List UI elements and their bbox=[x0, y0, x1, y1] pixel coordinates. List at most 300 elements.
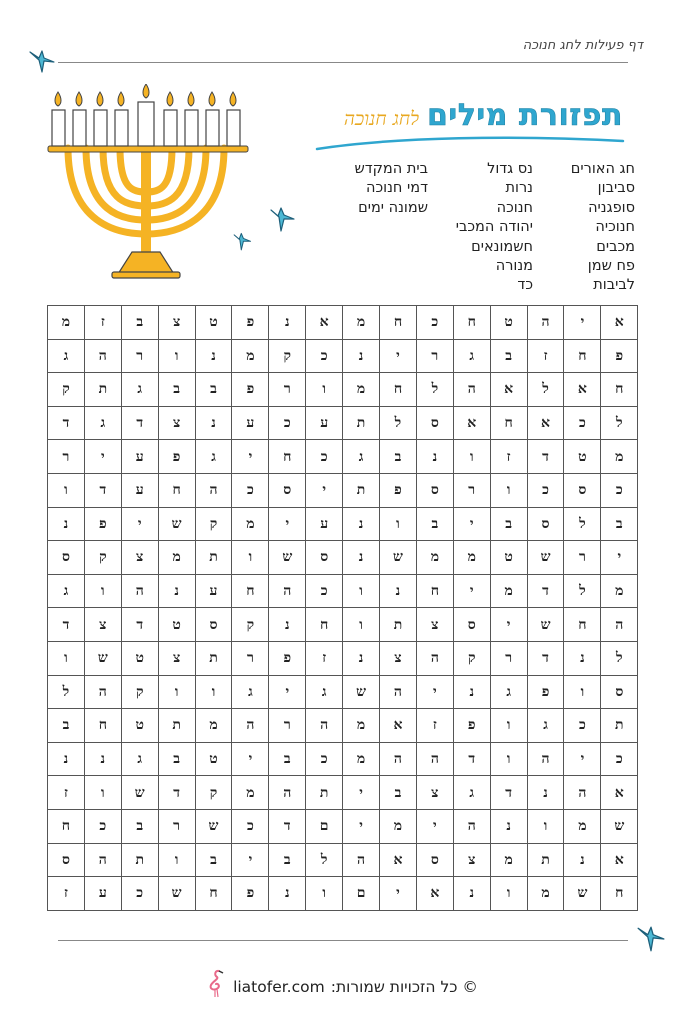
footer-site[interactable]: liatofer.com bbox=[233, 978, 325, 996]
grid-cell[interactable]: ת bbox=[380, 608, 417, 642]
grid-cell[interactable]: ר bbox=[48, 440, 85, 474]
grid-cell[interactable]: נ bbox=[527, 776, 564, 810]
grid-cell[interactable]: צ bbox=[416, 608, 453, 642]
grid-cell[interactable]: י bbox=[601, 541, 638, 575]
grid-cell[interactable]: ט bbox=[564, 440, 601, 474]
grid-cell[interactable]: מ bbox=[490, 843, 527, 877]
grid-cell[interactable]: מ bbox=[564, 809, 601, 843]
grid-cell[interactable]: א bbox=[601, 843, 638, 877]
grid-cell[interactable]: ד bbox=[490, 776, 527, 810]
grid-cell[interactable]: ם bbox=[306, 809, 343, 843]
grid-cell[interactable]: צ bbox=[158, 306, 195, 340]
grid-cell[interactable]: ה bbox=[84, 843, 121, 877]
grid-cell[interactable]: מ bbox=[195, 709, 232, 743]
grid-cell[interactable]: ז bbox=[48, 776, 85, 810]
grid-cell[interactable]: ה bbox=[601, 608, 638, 642]
grid-cell[interactable]: ה bbox=[306, 709, 343, 743]
grid-cell[interactable]: ש bbox=[158, 877, 195, 911]
grid-cell[interactable]: ו bbox=[380, 507, 417, 541]
word-item: נרות bbox=[505, 180, 533, 197]
grid-cell[interactable]: כ bbox=[269, 406, 306, 440]
grid-cell[interactable]: מ bbox=[527, 877, 564, 911]
grid-cell[interactable]: ג bbox=[84, 406, 121, 440]
grid-cell[interactable]: ק bbox=[121, 675, 158, 709]
grid-cell[interactable]: פ bbox=[84, 507, 121, 541]
grid-cell[interactable]: נ bbox=[564, 641, 601, 675]
grid-cell[interactable]: י bbox=[453, 507, 490, 541]
grid-cell[interactable]: ח bbox=[601, 877, 638, 911]
grid-cell[interactable]: ו bbox=[232, 541, 269, 575]
grid-cell[interactable]: ז bbox=[48, 877, 85, 911]
grid-cell[interactable]: פ bbox=[158, 440, 195, 474]
grid-cell[interactable]: צ bbox=[380, 641, 417, 675]
grid-cell[interactable]: ס bbox=[453, 608, 490, 642]
grid-cell[interactable]: י bbox=[343, 776, 380, 810]
grid-cell[interactable]: ק bbox=[48, 373, 85, 407]
grid-cell[interactable]: ת bbox=[343, 406, 380, 440]
grid-cell[interactable]: ג bbox=[306, 675, 343, 709]
grid-cell[interactable]: ס bbox=[195, 608, 232, 642]
grid-cell[interactable]: נ bbox=[48, 742, 85, 776]
grid-cell[interactable]: צ bbox=[121, 541, 158, 575]
grid-cell[interactable]: ר bbox=[121, 339, 158, 373]
grid-cell[interactable]: כ bbox=[306, 574, 343, 608]
grid-cell[interactable]: י bbox=[269, 675, 306, 709]
title-underline-swoosh bbox=[315, 133, 625, 153]
grid-cell[interactable]: א bbox=[306, 306, 343, 340]
grid-cell[interactable]: ח bbox=[601, 373, 638, 407]
grid-cell[interactable]: ד bbox=[527, 440, 564, 474]
grid-cell[interactable]: ר bbox=[158, 809, 195, 843]
grid-cell[interactable]: ג bbox=[121, 742, 158, 776]
grid-cell[interactable]: ב bbox=[269, 742, 306, 776]
grid-cell[interactable]: ד bbox=[453, 742, 490, 776]
grid-cell[interactable]: ג bbox=[232, 675, 269, 709]
grid-cell[interactable]: ח bbox=[453, 306, 490, 340]
grid-cell[interactable]: פ bbox=[232, 373, 269, 407]
word-item: מנורה bbox=[495, 258, 533, 275]
grid-cell[interactable]: נ bbox=[343, 641, 380, 675]
grid-cell[interactable]: נ bbox=[453, 675, 490, 709]
grid-cell[interactable]: ד bbox=[48, 406, 85, 440]
grid-cell[interactable]: ת bbox=[527, 843, 564, 877]
grid-cell[interactable]: ג bbox=[453, 339, 490, 373]
grid-cell[interactable]: ש bbox=[121, 776, 158, 810]
grid-cell[interactable]: י bbox=[380, 339, 417, 373]
grid-row bbox=[48, 742, 638, 776]
grid-cell[interactable]: ח bbox=[232, 574, 269, 608]
grid-cell[interactable]: ק bbox=[84, 541, 121, 575]
grid-cell[interactable]: ב bbox=[48, 709, 85, 743]
grid-cell[interactable]: מ bbox=[416, 541, 453, 575]
grid-cell[interactable]: ג bbox=[453, 776, 490, 810]
grid-cell[interactable]: פ bbox=[269, 641, 306, 675]
grid-cell[interactable]: ק bbox=[195, 507, 232, 541]
grid-cell[interactable]: כ bbox=[232, 473, 269, 507]
grid-cell[interactable]: ל bbox=[380, 406, 417, 440]
grid-cell[interactable]: י bbox=[490, 608, 527, 642]
grid-cell[interactable]: ל bbox=[527, 373, 564, 407]
grid-cell[interactable]: נ bbox=[343, 339, 380, 373]
grid-cell[interactable]: ר bbox=[416, 339, 453, 373]
grid-cell[interactable]: מ bbox=[490, 574, 527, 608]
grid-cell[interactable]: ש bbox=[601, 809, 638, 843]
grid-cell[interactable]: ר bbox=[269, 709, 306, 743]
grid-cell[interactable]: מ bbox=[232, 776, 269, 810]
grid-cell[interactable]: ה bbox=[195, 473, 232, 507]
grid-cell[interactable]: ט bbox=[195, 742, 232, 776]
grid-cell[interactable]: כ bbox=[121, 877, 158, 911]
grid-cell[interactable]: ה bbox=[380, 742, 417, 776]
grid-cell[interactable]: ק bbox=[232, 608, 269, 642]
grid-cell[interactable]: ל bbox=[601, 406, 638, 440]
grid-cell[interactable]: פ bbox=[232, 877, 269, 911]
grid-cell[interactable]: ו bbox=[84, 574, 121, 608]
grid-cell[interactable]: ז bbox=[306, 641, 343, 675]
grid-cell[interactable]: ד bbox=[527, 574, 564, 608]
grid-cell[interactable]: י bbox=[121, 507, 158, 541]
grid-cell[interactable]: ש bbox=[564, 877, 601, 911]
grid-cell[interactable]: ע bbox=[306, 406, 343, 440]
grid-cell[interactable]: מ bbox=[601, 440, 638, 474]
grid-cell[interactable]: ה bbox=[527, 306, 564, 340]
grid-cell[interactable]: ה bbox=[343, 843, 380, 877]
grid-cell[interactable]: ו bbox=[343, 574, 380, 608]
grid-cell[interactable]: ב bbox=[380, 440, 417, 474]
word-item: חשמונאים bbox=[471, 238, 533, 255]
grid-cell[interactable]: ב bbox=[601, 507, 638, 541]
grid-cell[interactable]: ת bbox=[195, 641, 232, 675]
grid-cell[interactable]: ט bbox=[490, 541, 527, 575]
grid-cell[interactable]: ו bbox=[306, 373, 343, 407]
grid-cell[interactable]: ה bbox=[121, 574, 158, 608]
grid-cell[interactable]: ו bbox=[490, 742, 527, 776]
grid-cell[interactable]: ת bbox=[306, 776, 343, 810]
grid-cell[interactable]: ח bbox=[306, 608, 343, 642]
grid-cell[interactable]: א bbox=[527, 406, 564, 440]
grid-cell[interactable]: ה bbox=[269, 776, 306, 810]
grid-cell[interactable]: מ bbox=[48, 306, 85, 340]
grid-cell[interactable]: ט bbox=[158, 608, 195, 642]
grid-cell[interactable]: ס bbox=[564, 473, 601, 507]
grid-cell[interactable]: מ bbox=[343, 373, 380, 407]
grid-cell[interactable]: מ bbox=[343, 709, 380, 743]
grid-cell[interactable]: ג bbox=[490, 675, 527, 709]
grid-cell[interactable]: ה bbox=[84, 675, 121, 709]
grid-cell[interactable]: פ bbox=[527, 675, 564, 709]
grid-cell[interactable]: כ bbox=[527, 473, 564, 507]
grid-cell[interactable]: ת bbox=[601, 709, 638, 743]
grid-cell[interactable]: ו bbox=[158, 339, 195, 373]
grid-cell[interactable]: ב bbox=[121, 809, 158, 843]
grid-cell[interactable]: נ bbox=[84, 742, 121, 776]
grid-cell[interactable]: נ bbox=[564, 843, 601, 877]
grid-cell[interactable]: ש bbox=[527, 608, 564, 642]
grid-cell[interactable]: ל bbox=[564, 574, 601, 608]
grid-cell[interactable]: ל bbox=[564, 507, 601, 541]
grid-cell[interactable]: מ bbox=[343, 306, 380, 340]
grid-cell[interactable]: ו bbox=[48, 473, 85, 507]
grid-cell[interactable]: ח bbox=[490, 406, 527, 440]
grid-cell[interactable]: ג bbox=[48, 574, 85, 608]
grid-cell[interactable]: מ bbox=[232, 339, 269, 373]
grid-cell[interactable]: ט bbox=[121, 641, 158, 675]
word-item: מכבים bbox=[596, 238, 635, 255]
grid-cell[interactable]: י bbox=[232, 843, 269, 877]
grid-cell[interactable]: ה bbox=[269, 574, 306, 608]
grid-cell[interactable]: ר bbox=[269, 373, 306, 407]
grid-cell[interactable]: ס bbox=[48, 843, 85, 877]
grid-cell[interactable]: ו bbox=[195, 675, 232, 709]
grid-cell[interactable]: פ bbox=[453, 709, 490, 743]
grid-cell[interactable]: ו bbox=[84, 776, 121, 810]
grid-cell[interactable]: כ bbox=[564, 709, 601, 743]
grid-cell[interactable]: נ bbox=[380, 574, 417, 608]
grid-cell[interactable]: ה bbox=[84, 339, 121, 373]
grid-cell[interactable]: ד bbox=[84, 473, 121, 507]
grid-cell[interactable]: נ bbox=[195, 406, 232, 440]
grid-cell[interactable]: ק bbox=[195, 776, 232, 810]
grid-cell[interactable]: י bbox=[564, 742, 601, 776]
grid-cell[interactable]: א bbox=[380, 843, 417, 877]
grid-row bbox=[48, 709, 638, 743]
grid-cell[interactable]: ח bbox=[380, 373, 417, 407]
grid-cell[interactable]: ב bbox=[490, 507, 527, 541]
grid-cell[interactable]: צ bbox=[158, 641, 195, 675]
grid-cell[interactable]: ד bbox=[527, 641, 564, 675]
grid-cell[interactable]: ג bbox=[195, 440, 232, 474]
grid-cell[interactable]: ו bbox=[490, 473, 527, 507]
grid-cell[interactable]: ה bbox=[564, 776, 601, 810]
grid-cell[interactable]: ז bbox=[490, 440, 527, 474]
grid-cell[interactable]: ח bbox=[269, 440, 306, 474]
grid-cell[interactable]: א bbox=[601, 306, 638, 340]
grid-cell[interactable]: א bbox=[490, 373, 527, 407]
grid-cell[interactable]: נ bbox=[269, 608, 306, 642]
grid-cell[interactable]: נ bbox=[453, 877, 490, 911]
grid-cell[interactable]: ס bbox=[269, 473, 306, 507]
grid-cell[interactable]: ה bbox=[416, 641, 453, 675]
grid-cell[interactable]: ו bbox=[158, 675, 195, 709]
grid-cell[interactable]: ת bbox=[195, 541, 232, 575]
grid-cell[interactable]: ע bbox=[306, 507, 343, 541]
grid-cell[interactable]: ש bbox=[195, 809, 232, 843]
grid-cell[interactable]: י bbox=[232, 440, 269, 474]
grid-cell[interactable]: כ bbox=[232, 809, 269, 843]
grid-cell[interactable]: ג bbox=[121, 373, 158, 407]
grid-cell[interactable]: ב bbox=[158, 373, 195, 407]
grid-cell[interactable]: כ bbox=[601, 473, 638, 507]
grid-cell[interactable]: כ bbox=[416, 306, 453, 340]
grid-cell[interactable]: כ bbox=[306, 440, 343, 474]
grid-cell[interactable]: ו bbox=[343, 608, 380, 642]
grid-cell[interactable]: ב bbox=[158, 742, 195, 776]
grid-cell[interactable]: ו bbox=[158, 843, 195, 877]
grid-cell[interactable]: ת bbox=[343, 473, 380, 507]
grid-cell[interactable]: ש bbox=[269, 541, 306, 575]
star-icon bbox=[636, 924, 666, 954]
grid-cell[interactable]: ג bbox=[48, 339, 85, 373]
grid-cell[interactable]: ז bbox=[84, 306, 121, 340]
grid-cell[interactable]: י bbox=[453, 574, 490, 608]
grid-cell[interactable]: ל bbox=[601, 641, 638, 675]
grid-cell[interactable]: ו bbox=[527, 809, 564, 843]
grid-cell[interactable]: ר bbox=[232, 641, 269, 675]
grid-cell[interactable]: ס bbox=[416, 473, 453, 507]
grid-cell[interactable]: י bbox=[416, 675, 453, 709]
grid-cell[interactable]: צ bbox=[84, 608, 121, 642]
grid-cell[interactable]: ח bbox=[48, 809, 85, 843]
grid-cell[interactable]: ב bbox=[195, 373, 232, 407]
grid-cell[interactable]: ט bbox=[490, 306, 527, 340]
grid-cell[interactable]: ה bbox=[380, 675, 417, 709]
grid-cell[interactable]: ח bbox=[564, 608, 601, 642]
grid-cell[interactable]: מ bbox=[380, 809, 417, 843]
grid-cell[interactable]: מ bbox=[453, 541, 490, 575]
grid-cell[interactable]: ו bbox=[490, 877, 527, 911]
grid-row bbox=[48, 373, 638, 407]
grid-cell[interactable]: י bbox=[380, 877, 417, 911]
grid-cell[interactable]: ט bbox=[121, 709, 158, 743]
grid-cell[interactable]: צ bbox=[416, 776, 453, 810]
grid-cell[interactable]: נ bbox=[343, 507, 380, 541]
grid-cell[interactable]: י bbox=[84, 440, 121, 474]
grid-cell[interactable]: ט bbox=[195, 306, 232, 340]
grid-cell[interactable]: ו bbox=[490, 709, 527, 743]
grid-cell[interactable]: כ bbox=[306, 339, 343, 373]
grid-cell[interactable]: ר bbox=[490, 641, 527, 675]
grid-cell[interactable]: נ bbox=[490, 809, 527, 843]
grid-cell[interactable]: נ bbox=[48, 507, 85, 541]
grid-cell[interactable]: ח bbox=[195, 877, 232, 911]
grid-cell[interactable]: ע bbox=[232, 406, 269, 440]
grid-cell[interactable]: מ bbox=[158, 541, 195, 575]
grid-cell[interactable]: א bbox=[416, 877, 453, 911]
grid-cell[interactable]: פ bbox=[601, 339, 638, 373]
grid-cell[interactable]: ע bbox=[121, 473, 158, 507]
grid-cell[interactable]: ה bbox=[416, 742, 453, 776]
grid-cell[interactable]: ש bbox=[343, 675, 380, 709]
grid-cell[interactable]: י bbox=[564, 306, 601, 340]
grid-cell[interactable]: ב bbox=[416, 507, 453, 541]
grid-cell[interactable]: ד bbox=[269, 809, 306, 843]
grid-cell[interactable]: י bbox=[232, 742, 269, 776]
grid-cell[interactable]: ש bbox=[380, 541, 417, 575]
grid-cell[interactable]: ד bbox=[158, 776, 195, 810]
grid-cell[interactable]: י bbox=[343, 809, 380, 843]
grid-cell[interactable]: ר bbox=[453, 473, 490, 507]
grid-cell[interactable]: ס bbox=[416, 843, 453, 877]
grid-cell[interactable]: י bbox=[416, 809, 453, 843]
grid-cell[interactable]: ל bbox=[416, 373, 453, 407]
grid-cell[interactable]: ל bbox=[48, 675, 85, 709]
grid-cell[interactable]: ד bbox=[121, 406, 158, 440]
grid-cell[interactable]: ח bbox=[158, 473, 195, 507]
grid-cell[interactable]: ז bbox=[416, 709, 453, 743]
grid-cell[interactable]: פ bbox=[232, 306, 269, 340]
grid-cell[interactable]: ק bbox=[453, 641, 490, 675]
grid-cell[interactable]: א bbox=[453, 406, 490, 440]
grid-cell[interactable]: נ bbox=[416, 440, 453, 474]
grid-cell[interactable]: פ bbox=[380, 473, 417, 507]
grid-cell[interactable]: כ bbox=[601, 742, 638, 776]
word-item: כד bbox=[517, 277, 533, 294]
grid-cell[interactable]: ה bbox=[527, 742, 564, 776]
grid-cell[interactable]: ת bbox=[84, 373, 121, 407]
grid-cell[interactable]: ש bbox=[84, 641, 121, 675]
grid-cell[interactable]: ו bbox=[48, 641, 85, 675]
grid-cell[interactable]: א bbox=[380, 709, 417, 743]
grid-cell[interactable]: ח bbox=[84, 709, 121, 743]
grid-cell[interactable]: צ bbox=[158, 406, 195, 440]
footer-copyright: © כל הזכויות שמורות: bbox=[330, 978, 478, 996]
grid-cell[interactable]: ל bbox=[306, 843, 343, 877]
grid-cell[interactable]: ח bbox=[380, 306, 417, 340]
grid-cell[interactable]: ס bbox=[601, 675, 638, 709]
grid-cell[interactable]: נ bbox=[269, 306, 306, 340]
grid-cell[interactable]: מ bbox=[232, 507, 269, 541]
grid-cell[interactable]: י bbox=[269, 507, 306, 541]
grid-cell[interactable]: כ bbox=[306, 742, 343, 776]
grid-cell[interactable]: ק bbox=[269, 339, 306, 373]
grid-cell[interactable]: ד bbox=[48, 608, 85, 642]
grid-cell[interactable]: ס bbox=[48, 541, 85, 575]
grid-cell[interactable]: כ bbox=[84, 809, 121, 843]
grid-cell[interactable]: י bbox=[306, 473, 343, 507]
grid-cell[interactable]: נ bbox=[343, 541, 380, 575]
grid-cell[interactable]: ע bbox=[195, 574, 232, 608]
grid-cell[interactable]: ת bbox=[158, 709, 195, 743]
grid-cell[interactable]: א bbox=[564, 373, 601, 407]
grid-cell[interactable]: ה bbox=[453, 809, 490, 843]
grid-cell[interactable]: ס bbox=[416, 406, 453, 440]
grid-cell[interactable]: ה bbox=[232, 709, 269, 743]
grid-cell[interactable]: מ bbox=[343, 742, 380, 776]
grid-cell[interactable]: ב bbox=[121, 306, 158, 340]
grid-cell[interactable]: כ bbox=[564, 406, 601, 440]
grid-cell[interactable]: צ bbox=[453, 843, 490, 877]
grid-cell[interactable]: ע bbox=[84, 877, 121, 911]
grid-cell[interactable]: ח bbox=[564, 339, 601, 373]
grid-cell[interactable]: ס bbox=[527, 507, 564, 541]
grid-cell[interactable]: ד bbox=[121, 608, 158, 642]
grid-cell[interactable]: ח bbox=[416, 574, 453, 608]
grid-cell[interactable]: ת bbox=[121, 843, 158, 877]
grid-cell[interactable]: ז bbox=[527, 339, 564, 373]
grid-cell[interactable]: ג bbox=[527, 709, 564, 743]
grid-cell[interactable]: ב bbox=[380, 776, 417, 810]
grid-cell[interactable]: א bbox=[601, 776, 638, 810]
grid-cell[interactable]: ש bbox=[158, 507, 195, 541]
grid-cell[interactable]: ש bbox=[527, 541, 564, 575]
grid-cell[interactable]: ר bbox=[564, 541, 601, 575]
grid-cell[interactable]: ע bbox=[121, 440, 158, 474]
grid-cell[interactable]: ב bbox=[269, 843, 306, 877]
grid-cell[interactable]: ו bbox=[453, 440, 490, 474]
grid-cell[interactable]: ה bbox=[453, 373, 490, 407]
grid-cell[interactable]: נ bbox=[195, 339, 232, 373]
grid-cell[interactable]: מ bbox=[601, 574, 638, 608]
grid-cell[interactable]: ב bbox=[195, 843, 232, 877]
grid-cell[interactable]: ו bbox=[564, 675, 601, 709]
grid-cell[interactable]: ם bbox=[343, 877, 380, 911]
grid-cell[interactable]: ג bbox=[343, 440, 380, 474]
grid-cell[interactable]: נ bbox=[269, 877, 306, 911]
grid-cell[interactable]: ו bbox=[306, 877, 343, 911]
grid-cell[interactable]: נ bbox=[158, 574, 195, 608]
grid-cell[interactable]: ב bbox=[490, 339, 527, 373]
grid-cell[interactable]: ס bbox=[306, 541, 343, 575]
